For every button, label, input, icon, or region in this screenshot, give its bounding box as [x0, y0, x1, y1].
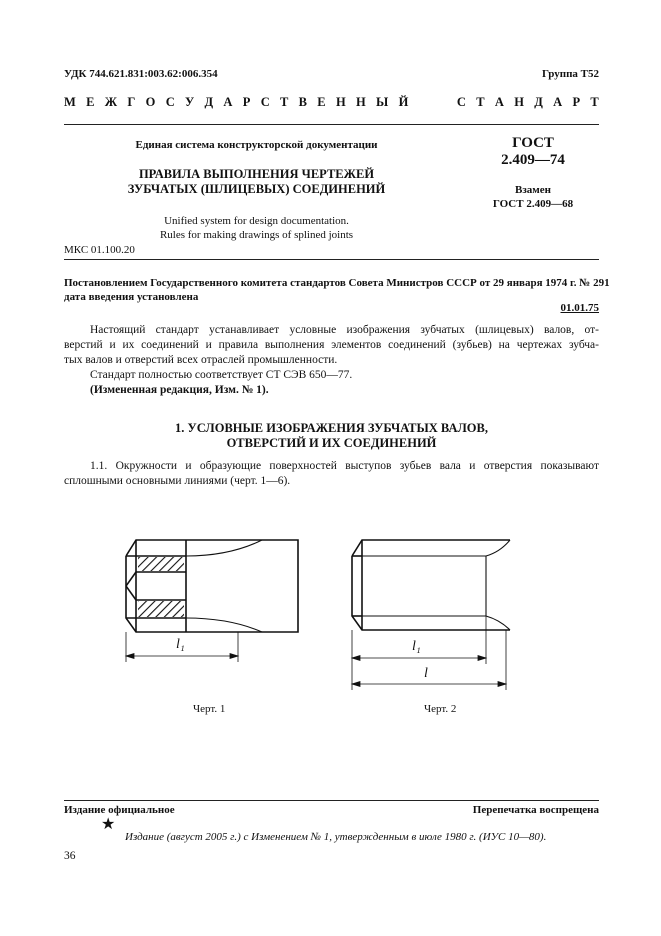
star-icon: ★ [101, 816, 116, 833]
banner-letter: Т [590, 95, 599, 109]
official-edition: Издание официальное [64, 804, 175, 816]
english-line-1: Unified system for design documentation. [164, 215, 349, 227]
english-line-2: Rules for making drawings of splined joints [159, 229, 354, 241]
reprint-prohibited: Перепечатка воспрещена [472, 804, 599, 816]
clause-1-1-line-1: 1.1. Окружности и образующие поверхностей выступов зубьев вала и отверстия показывают [90, 460, 599, 472]
mks-code: МКС 01.100.20 [64, 244, 135, 256]
figure-2-dimension-l: l [424, 666, 428, 681]
banner-letter: Г [127, 95, 136, 109]
banner-letter: С [456, 95, 466, 109]
footer-rule [64, 800, 599, 801]
banner-letter: Ж [104, 95, 118, 109]
decree-line-1: Постановлением Государственного комитета стандартов Совета Министров СССР от 29 января 1974 г. № 291 [64, 277, 610, 289]
figure-2-caption: Черт. 2 [424, 703, 457, 715]
banner-letter: Н [335, 95, 346, 109]
banner-letter: Ы [376, 95, 389, 109]
banner-letter: С [165, 95, 175, 109]
intro-line-2: верстий и их соединений и правила выполнения элементов соединений (зубьев) на чертежах зубча- [64, 339, 599, 351]
section-heading-line-1: 1. УСЛОВНЫЕ ИЗОБРАЖЕНИЯ ЗУБЧАТЫХ ВАЛОВ, [175, 421, 488, 435]
banner-letter: А [494, 95, 504, 109]
banner-letter: Е [86, 95, 95, 109]
banner-letter: Т [476, 95, 485, 109]
banner-letter: А [223, 95, 233, 109]
page-number: 36 [64, 850, 76, 862]
clause-1-1-line-2: сплошными основными линиями (черт. 1—6). [64, 475, 291, 487]
figure-2-dimension-l1: l₁ [412, 639, 421, 654]
amendment-note: (Измененная редакция, Изм. № 1). [90, 384, 269, 396]
decree-line-2: дата введения установлена [64, 291, 199, 303]
gost-line-2: 2.409—74 [501, 152, 565, 168]
banner-letter: Р [572, 95, 581, 109]
system-name: Единая система конструкторской документации [135, 139, 378, 151]
udk-code: УДК 744.621.831:003.62:006.354 [64, 68, 218, 80]
banner-letter: Р [242, 95, 251, 109]
banner-letter: В [298, 95, 307, 109]
banner-letter: С [260, 95, 270, 109]
banner-letter: Т [280, 95, 289, 109]
banner-letter: Н [355, 95, 366, 109]
intro-line-1: Настоящий стандарт устанавливает условные изображения зубчатых (шлицевых) валов, от- [90, 324, 599, 336]
banner-letter: У [185, 95, 195, 109]
section-heading-line-2: ОТВЕРСТИЙ И ИХ СОЕДИНЕНИЙ [226, 436, 437, 450]
replaces-line-1: Взамен [515, 184, 551, 196]
figure-1-dimension-label: l₁ [176, 637, 185, 652]
banner-letter: А [553, 95, 563, 109]
banner-letter: О [145, 95, 156, 109]
figure-1-caption: Черт. 1 [193, 703, 226, 715]
banner-letter: Й [398, 95, 409, 109]
gost-line-1: ГОСТ [512, 135, 554, 151]
banner-letter: Д [534, 95, 543, 109]
introduction-date: 01.01.75 [560, 302, 599, 314]
title-line-1: ПРАВИЛА ВЫПОЛНЕНИЯ ЧЕРТЕЖЕЙ [138, 167, 375, 181]
banner-letter: М [64, 95, 76, 109]
replaces-line-2: ГОСТ 2.409—68 [492, 198, 574, 210]
compliance-text: Стандарт полностью соответствует СТ СЭВ 650—77. [90, 369, 353, 381]
banner-letter: Е [317, 95, 326, 109]
banner-letter: Н [514, 95, 524, 109]
title-line-2: ЗУБЧАТЫХ (ШЛИЦЕВЫХ) СОЕДИНЕНИЙ [127, 182, 386, 196]
edition-note: Издание (август 2005 г.) с Изменением № 1, утвержденным в июле 1980 г. (ИУС 10—80). [125, 831, 547, 843]
group-code: Группа Т52 [541, 68, 599, 80]
intro-line-3: тых валов и отверстий всех отраслей промышленности. [64, 354, 338, 366]
banner-letter: Д [204, 95, 214, 109]
